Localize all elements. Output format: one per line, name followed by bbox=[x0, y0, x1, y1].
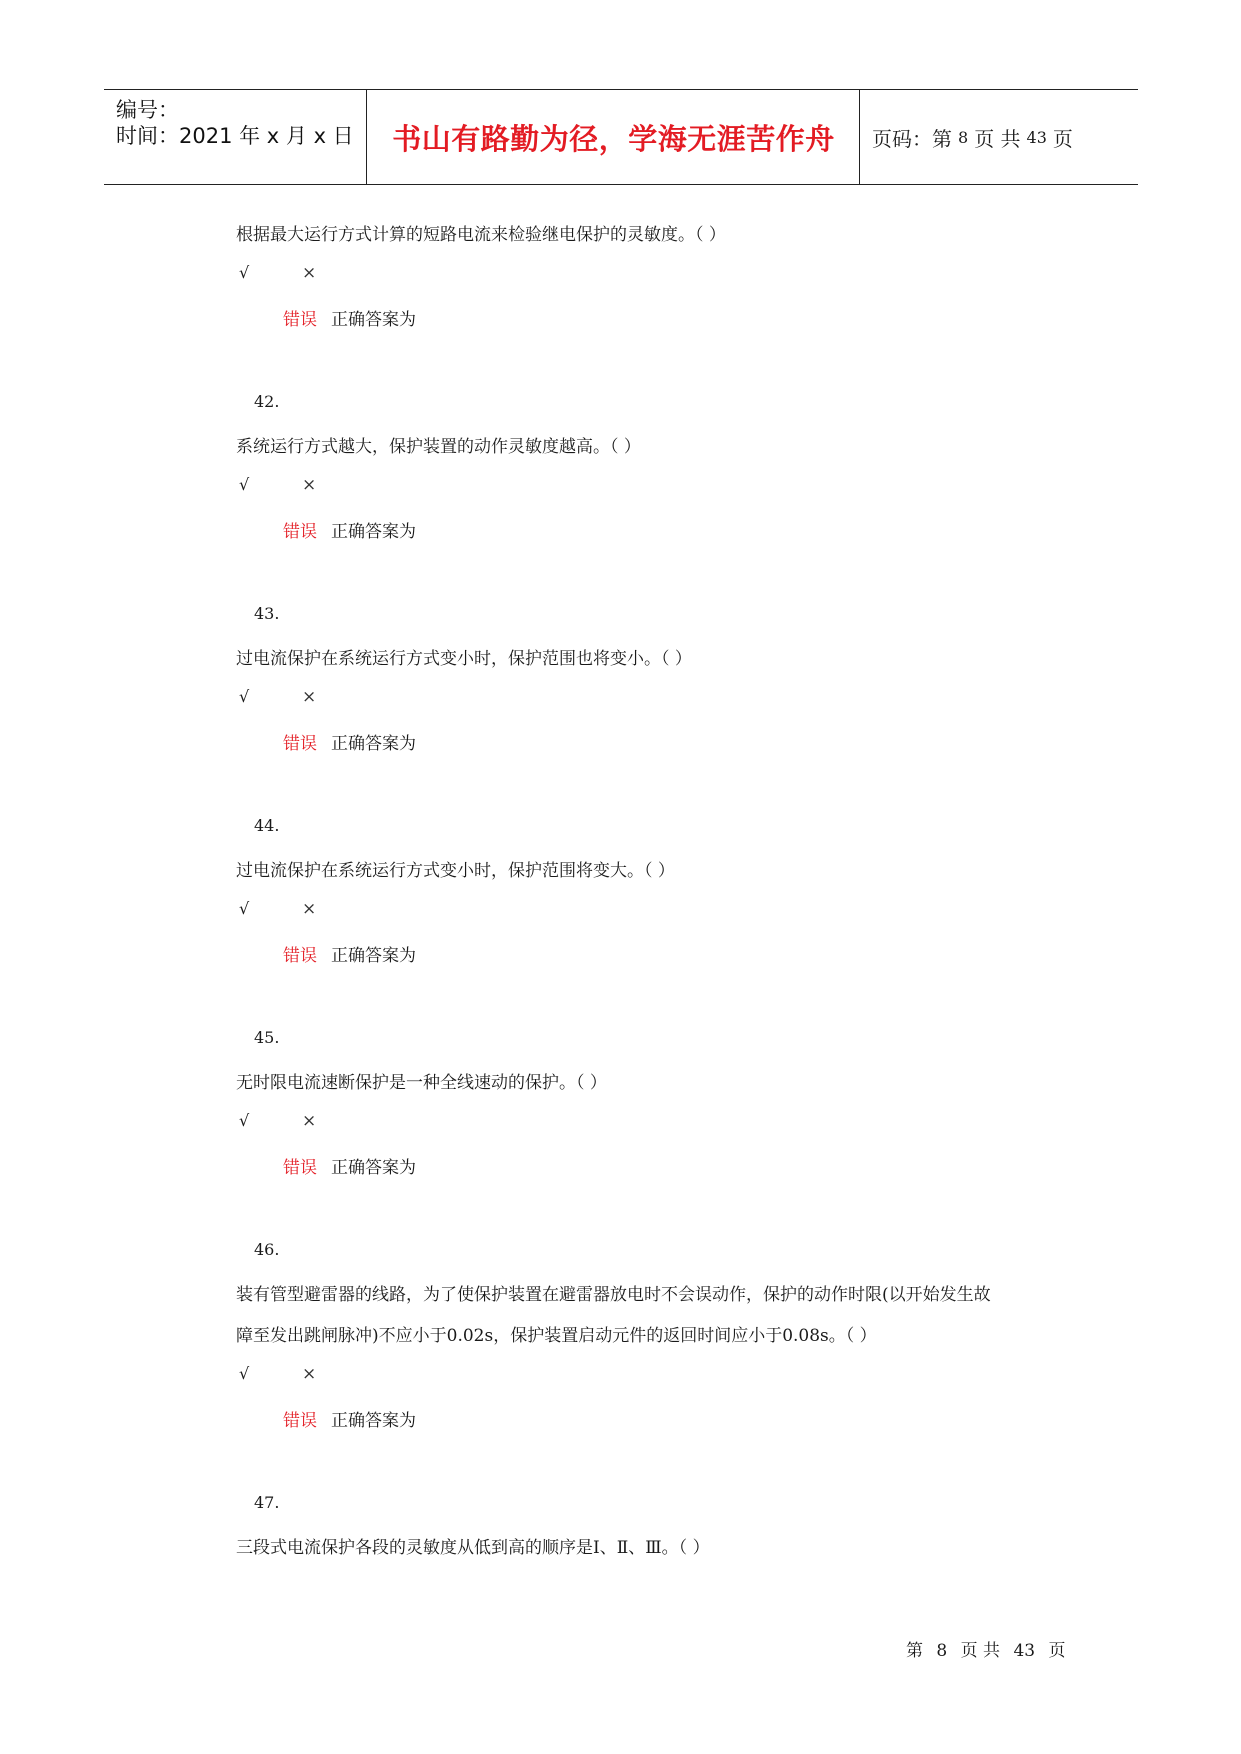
correct-answer-label: 正确答案为 bbox=[331, 1158, 416, 1178]
option-true[interactable]: √ bbox=[239, 687, 250, 706]
question-text: 障至发出跳闸脉冲)不应小于0.02s，保护装置启动元件的返回时间应小于0.08s。（ ） bbox=[236, 1326, 877, 1346]
question-number: 46. bbox=[254, 1240, 280, 1259]
header-divider bbox=[366, 90, 367, 184]
page-prefix: 页码：第 bbox=[872, 126, 952, 151]
page-footer bbox=[906, 1636, 1066, 1661]
header-divider bbox=[859, 90, 860, 184]
wrong-label: 错误 bbox=[283, 946, 317, 966]
footer-suffix: 页 bbox=[1048, 1641, 1066, 1661]
question-text: 装有管型避雷器的线路，为了使保护装置在避雷器放电时不会误动作，保护的动作时限(以开始发生故 bbox=[236, 1285, 991, 1305]
option-false[interactable]: × bbox=[302, 475, 317, 495]
question-number: 47. bbox=[254, 1493, 280, 1512]
question-text: 过电流保护在系统运行方式变小时，保护范围将变大。（ ） bbox=[236, 861, 675, 881]
wrong-label: 错误 bbox=[283, 522, 317, 542]
question-number: 43. bbox=[254, 604, 280, 623]
footer-total: 43 bbox=[1013, 1641, 1036, 1661]
option-false[interactable]: × bbox=[302, 1111, 317, 1131]
document-header bbox=[104, 89, 1138, 185]
option-true[interactable]: √ bbox=[239, 475, 250, 494]
correct-answer-label: 正确答案为 bbox=[331, 310, 416, 330]
option-false[interactable]: × bbox=[302, 899, 317, 919]
option-true[interactable]: √ bbox=[239, 899, 250, 918]
footer-mid: 页 共 bbox=[960, 1641, 1001, 1661]
wrong-label: 错误 bbox=[283, 734, 317, 754]
header-meta bbox=[116, 90, 366, 184]
option-true[interactable]: √ bbox=[239, 1364, 250, 1383]
option-false[interactable]: × bbox=[302, 1364, 317, 1384]
wrong-label: 错误 bbox=[283, 1411, 317, 1431]
question-text: 过电流保护在系统运行方式变小时，保护范围也将变小。（ ） bbox=[236, 649, 692, 669]
correct-answer-label: 正确答案为 bbox=[331, 734, 416, 754]
page-suffix: 页 bbox=[1052, 126, 1073, 151]
footer-prefix: 第 bbox=[906, 1641, 923, 1661]
question-text: 无时限电流速断保护是一种全线速动的保护。（ ） bbox=[236, 1073, 607, 1093]
footer-current: 8 bbox=[936, 1641, 948, 1661]
header-motto bbox=[368, 90, 859, 184]
question-number: 42. bbox=[254, 392, 280, 411]
header-page-info bbox=[872, 90, 1138, 184]
question-text: 三段式电流保护各段的灵敏度从低到高的顺序是Ⅰ、Ⅱ、Ⅲ。（ ） bbox=[236, 1538, 710, 1558]
option-false[interactable]: × bbox=[302, 687, 317, 707]
correct-answer-label: 正确答案为 bbox=[331, 1411, 416, 1431]
question-text: 系统运行方式越大，保护装置的动作灵敏度越高。（ ） bbox=[236, 437, 641, 457]
question-number: 44. bbox=[254, 816, 280, 835]
question-text: 根据最大运行方式计算的短路电流来检验继电保护的灵敏度。（ ） bbox=[236, 225, 726, 245]
number-label: 编号： bbox=[116, 98, 179, 122]
question-number: 45. bbox=[254, 1028, 280, 1047]
wrong-label: 错误 bbox=[283, 310, 317, 330]
page-current: 8 bbox=[958, 127, 969, 147]
option-true[interactable]: √ bbox=[239, 263, 250, 282]
option-false[interactable]: × bbox=[302, 263, 317, 283]
page-mid: 页 共 bbox=[974, 126, 1021, 151]
page-total: 43 bbox=[1026, 127, 1047, 147]
motto-text: 书山有路勤为径，学海无涯苦作舟 bbox=[392, 121, 835, 156]
correct-answer-label: 正确答案为 bbox=[331, 946, 416, 966]
time-label: 时间：2021 年 x 月 x 日 bbox=[116, 124, 354, 148]
option-true[interactable]: √ bbox=[239, 1111, 250, 1130]
correct-answer-label: 正确答案为 bbox=[331, 522, 416, 542]
wrong-label: 错误 bbox=[283, 1158, 317, 1178]
